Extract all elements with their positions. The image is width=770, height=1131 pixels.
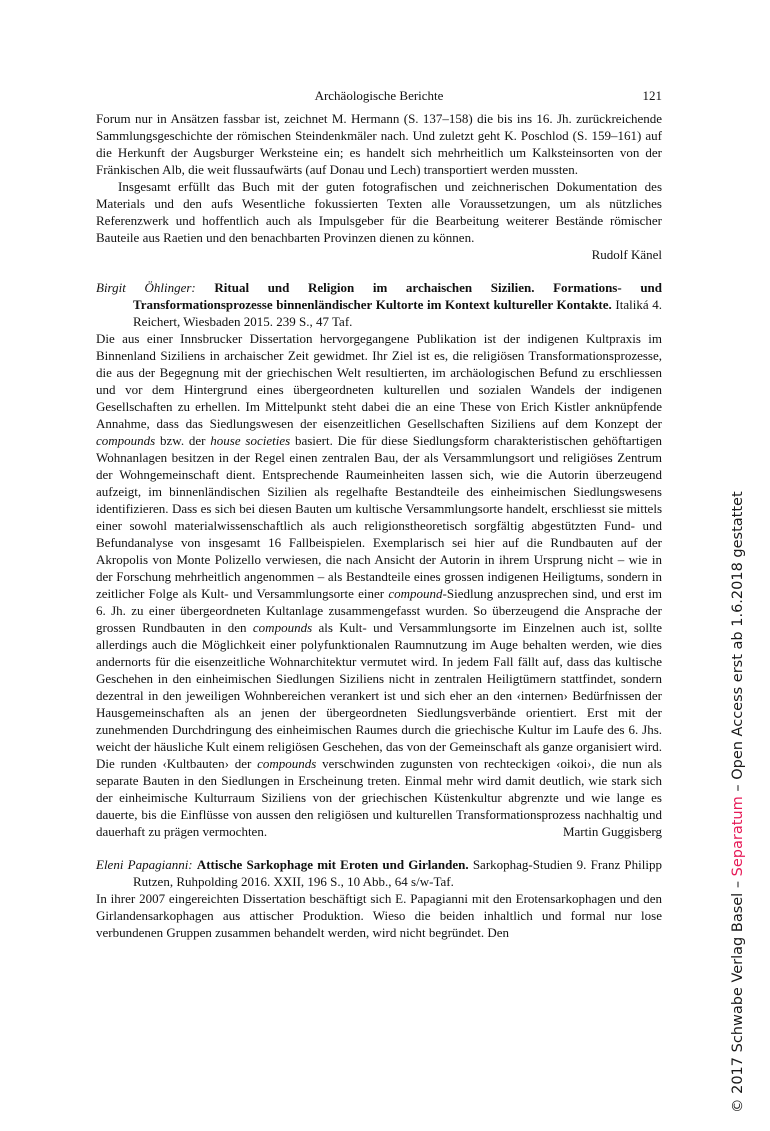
text-run: -Siedlung anzusprechen sind, und erst im 6. Jh. zu einer übergeordneten Kultanlage zusammengefasst wurden. So überzeugend die Ansprache der grossen Rundbauten in den bbox=[96, 586, 662, 635]
text-run: basiert. Die für diese Siedlungsform charakteristischen gehöftartigen Wohnanlagen besitzen in der Regel einen zentralen Bau, der als Versammlungsort und religiöses Zentrum der Wohngemeinschaft dient. Entsprechende Raumeinheiten lassen sich, wie die Autorin überzeugend aufzeigt, im binnenländischen Sizilien als regelhafte Bestandteile des einheimischen Siedlungswesens identifizieren. Dass es sich bei diesen Bauten um kultische Versammlungsorte handelt, erschliesst sie mittels einer sowohl materialwissenschaftlich als auch religionstheoretisch sorgfältig abgestützten Fund- und Befundanalyse von insgesamt 16 Fallbeispielen. Exemplarisch sei hier auf die Rundbauten auf der Akropolis von Monte Polizello verwiesen, die nach Ansicht der Autorin in ihrem Ursprung nicht – wie in der Forschung mehrheitlich angenommen – als Bestandteile eines grossen indigenen Heiligtums, sondern in zeitlicher Folge als Kult- und Versammlungsorte einer bbox=[96, 433, 662, 601]
review-kaenel bbox=[96, 110, 662, 263]
spine-separator-2: – bbox=[730, 779, 746, 797]
text-run: verschwinden zugunsten von rechteckigen ‹oikoi›, die nun als separate Bauten in den Siedlungen in Erscheinung treten. Einmal mehr wird damit deutlich, wie stark sich der einheimische Kulturraum Siziliens von der griechischen Küstenkultur abgrenzte und wie lange es dauerte, bis die Einflüsse von aussen den religiösen und kulturellen Transformationsprozess nachhaltig und dauerhaft zu prägen vermochten. bbox=[96, 756, 662, 839]
review-papagianni-body: In ihrer 2007 eingereichten Dissertation beschäftigt sich E. Papagianni mit den Erotensarkophagen und den Girlandensarkophagen aus attischer Produktion. Wieso die beiden inhaltlich und formal nur lose verbundenen Gruppen zusammen behandelt werden, wird nicht begründet. Den bbox=[96, 891, 662, 940]
review-oehlinger bbox=[96, 279, 662, 840]
spine-copyright: © 2017 Schwabe Verlag Basel bbox=[730, 892, 746, 1113]
spine-imprint bbox=[729, 487, 748, 1113]
text-run: Attische Sarkophage mit Eroten und Girlanden. bbox=[196, 857, 469, 872]
text-run: Birgit Öhlinger: bbox=[96, 280, 215, 295]
review-oehlinger-body bbox=[96, 330, 662, 840]
review-papagianni-heading bbox=[96, 856, 662, 890]
text-run: compounds bbox=[252, 620, 313, 635]
text-run: compounds bbox=[257, 756, 317, 771]
text-run: house societies bbox=[210, 433, 291, 448]
running-head bbox=[96, 87, 662, 104]
text-run: Die aus einer Innsbrucker Dissertation hervorgegangene Publikation ist der indigenen Kultpraxis im Binnenland Siziliens in archaischer Zeit gewidmet. Ihr Ziel ist es, die religiösen Transformationsprozesse, die aus der Begegnung mit der griechischen Welt resultierten, im archäologischen Befund zu erschliessen und vor dem Hintergrund eines übergeordneten kulturellen und sozialen Wandels der indigenen Gesellschaften zu erhellen. Im Mittelpunkt steht dabei die an eine These von Erich Kistler anknüpfende Annahme, dass das Siedlungswesen der eisenzeitlichen Gesellschaften Siziliens auf dem Konzept der bbox=[96, 331, 662, 431]
text-column bbox=[96, 87, 662, 941]
text-run: Eleni Papagianni: bbox=[96, 857, 197, 872]
text-run: Italiká 4. Reichert, Wiesbaden 2015. 239 S., 47 Taf. bbox=[133, 297, 662, 329]
text-run: Ritual und Religion im archaischen Sizilien. Formations- und Transformationsprozesse binnenländischer Kultorte im Kontext kultureller Kontakte. bbox=[133, 280, 663, 312]
review-kaenel-paragraph-2: Insgesamt erfüllt das Buch mit der guten fotografischen und zeichnerischen Dokumentation des Materials und den aufs Wesentliche fokussierten Texten alle Voraussetzungen, um als nützliches Referenzwerk und hoffentlich auch als Impulsgeber für die Bearbeitung weiterer Bestände römischer Bauteile aus Raetien und den benachbarten Provinzen dienen zu können. bbox=[96, 179, 662, 245]
text-run: als Kult- und Versammlungsorte im Einzelnen auch ist, sollte allerdings auch die Möglichkeit einer polyfunktionalen Raumnutzung im Auge behalten werden, wie dies andernorts für die eisenzeitliche Wohnarchitektur vermutet wird. In jedem Fall fällt auf, dass das kultische Geschehen in den einheimischen Siedlungen Siziliens nicht in zentralen Heiligtümern stattfindet, sondern dezentral in den jeweiligen Wohnbereichen verankert ist und sich eher an den ‹internen› Bedürfnissen der Hausgemeinschaften als an jenen der übergeordneten Siedlungsverbände orientiert. Erst mit der zunehmenden Durchdringung des einheimischen Raumes durch die griechische Kultur im Laufe des 6. Jhs. weicht der häusliche Kult einem religiösen Geschehen, das von der Gemeinschaft als ganze organisiert wird. Die runden ‹Kultbauten› der bbox=[96, 620, 662, 771]
spine-open-access: Open Access erst ab 1.6.2018 gestattet bbox=[730, 491, 746, 780]
text-run: compound bbox=[388, 586, 443, 601]
spine-separatum: Separatum bbox=[730, 796, 746, 877]
review-oehlinger-heading bbox=[96, 279, 662, 330]
text-run: bzw. der bbox=[155, 433, 211, 448]
page-number: 121 bbox=[642, 88, 662, 103]
reviewer-signature-guggisberg: Martin Guggisberg bbox=[562, 824, 662, 839]
review-papagianni bbox=[96, 856, 662, 941]
journal-title: Archäologische Berichte bbox=[314, 88, 444, 103]
spine-separator-1: – bbox=[730, 876, 746, 893]
review-oehlinger-body-text bbox=[96, 331, 662, 839]
review-kaenel-paragraph-1: Forum nur in Ansätzen fassbar ist, zeichnet M. Hermann (S. 137–158) die bis ins 16. Jh. zurückreichende Sammlungsgeschichte der römischen Steindenkmäler nach. Und zuletzt geht K. Poschlod (S. 159–161) auf die Herkunft der Augsburger Werksteine ein; es handelt sich mehrheitlich um Kalksteinsorten von der Fränkischen Alb, die weit flussaufwärts (auf Donau und Lech) transportiert werden mussten. bbox=[96, 111, 662, 177]
text-run: Sarkophag-Studien 9. Franz Philipp Rutzen, Ruhpolding 2016. XXII, 196 S., 10 Abb., 64 s/w-Taf. bbox=[133, 857, 662, 889]
text-run: compounds bbox=[96, 433, 156, 448]
reviewer-signature-kaenel: Rudolf Känel bbox=[591, 247, 662, 262]
